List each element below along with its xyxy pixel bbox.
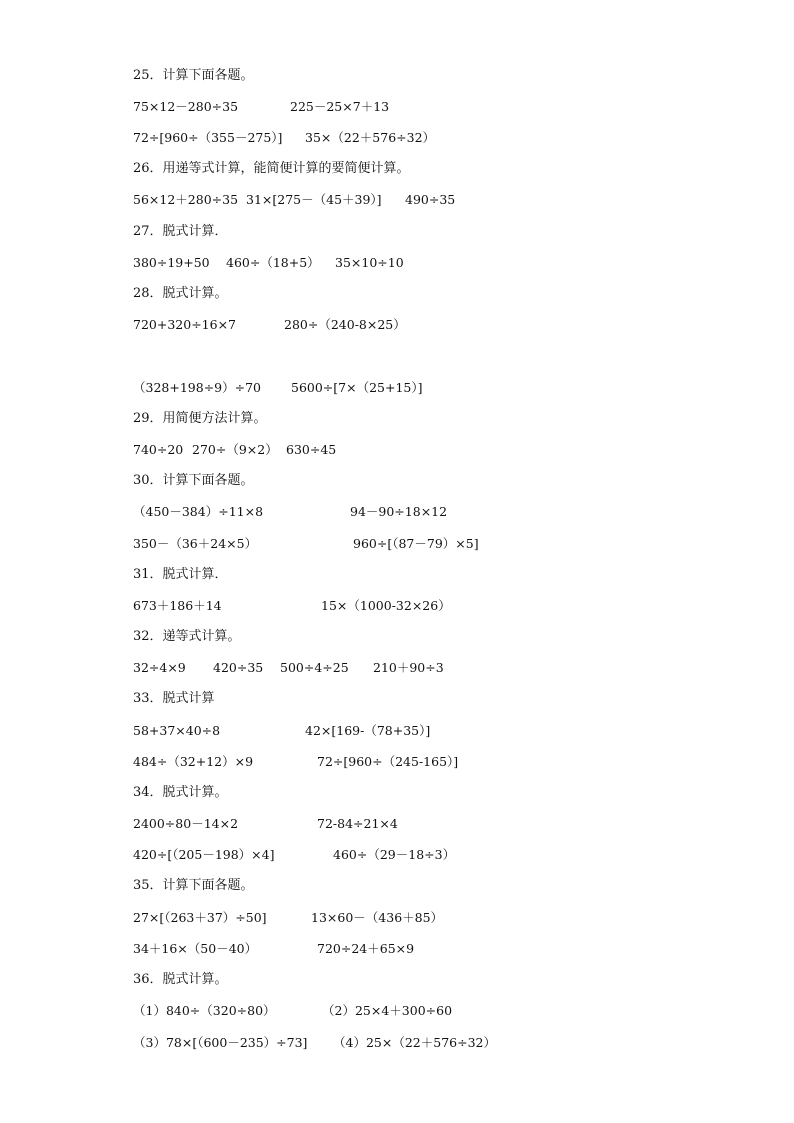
problem-26-heading: 26．用递等式计算，能简便计算的要简便计算。 <box>133 161 410 176</box>
expression: 13×60－（436＋85） <box>311 910 444 925</box>
expression: （328+198÷9）÷70 <box>133 380 261 395</box>
expression: 72÷[960÷（245-165）] <box>317 754 459 769</box>
problem-25-heading: 25．计算下面各题。 <box>133 68 254 83</box>
problem-29-heading: 29．用简便方法计算。 <box>133 411 267 426</box>
expression: 500÷4÷25 <box>280 660 349 675</box>
problem-30-heading: 30．计算下面各题。 <box>133 473 254 488</box>
expression: 27×[（263＋37）÷50] <box>133 910 267 925</box>
expression: 673＋186＋14 <box>133 598 222 613</box>
expression: 420÷[（205－198）×4] <box>133 847 275 862</box>
expression: 270÷（9×2） <box>192 442 278 457</box>
expression: 35×（22＋576÷32） <box>305 130 436 145</box>
expression: 380÷19+50 <box>133 255 210 270</box>
expression: 31×[275－（45＋39）] <box>246 192 382 207</box>
expression: 35×10÷10 <box>335 255 404 270</box>
expression: 5600÷[7×（25+15）] <box>291 380 423 395</box>
problem-34-heading: 34．脱式计算。 <box>133 785 228 800</box>
expression: 720+320÷16×7 <box>133 317 236 332</box>
expression: （450－384）÷11×8 <box>133 504 264 519</box>
expression: 72÷[960÷（355－275）] <box>133 130 283 145</box>
expression: 484÷（32+12）×9 <box>133 754 254 769</box>
expression: 225－25×7＋13 <box>290 99 390 114</box>
expression: 740÷20 <box>133 442 184 457</box>
expression: 210＋90÷3 <box>373 660 444 675</box>
expression: 960÷[（87－79）×5] <box>353 536 479 551</box>
expression: 72-84÷21×4 <box>317 816 398 831</box>
expression: 34＋16×（50－40） <box>133 941 258 956</box>
expression: （4）25×（22＋576÷32） <box>333 1035 496 1050</box>
expression: 58+37×40÷8 <box>133 723 221 738</box>
expression: 94－90÷18×12 <box>350 504 448 519</box>
expression: 460÷（29－18÷3） <box>333 847 456 862</box>
expression: 75×12－280÷35 <box>133 99 239 114</box>
expression: 42×[169-（78+35）] <box>305 723 431 738</box>
problem-32-heading: 32．递等式计算。 <box>133 629 241 644</box>
expression: 2400÷80－14×2 <box>133 816 239 831</box>
expression: 280÷（240-8×25） <box>284 317 406 332</box>
problem-35-heading: 35．计算下面各题。 <box>133 878 254 893</box>
expression: 350－（36＋24×5） <box>133 536 258 551</box>
expression: 460÷（18+5） <box>226 255 320 270</box>
expression: （2）25×4＋300÷60 <box>322 1003 453 1018</box>
expression: （1）840÷（320÷80） <box>133 1003 276 1018</box>
expression: 56×12＋280÷35 <box>133 192 239 207</box>
problem-28-heading: 28．脱式计算。 <box>133 286 228 301</box>
problem-36-heading: 36．脱式计算。 <box>133 972 228 987</box>
expression: 15×（1000-32×26） <box>321 598 451 613</box>
expression: （3）78×[（600－235）÷73] <box>133 1035 308 1050</box>
expression: 420÷35 <box>213 660 264 675</box>
problem-27-heading: 27．脱式计算． <box>133 224 228 239</box>
problem-31-heading: 31．脱式计算． <box>133 567 228 582</box>
expression: 630÷45 <box>286 442 337 457</box>
expression: 720÷24＋65×9 <box>317 941 415 956</box>
expression: 32÷4×9 <box>133 660 186 675</box>
expression: 490÷35 <box>405 192 456 207</box>
problem-33-heading: 33．脱式计算 <box>133 691 215 706</box>
